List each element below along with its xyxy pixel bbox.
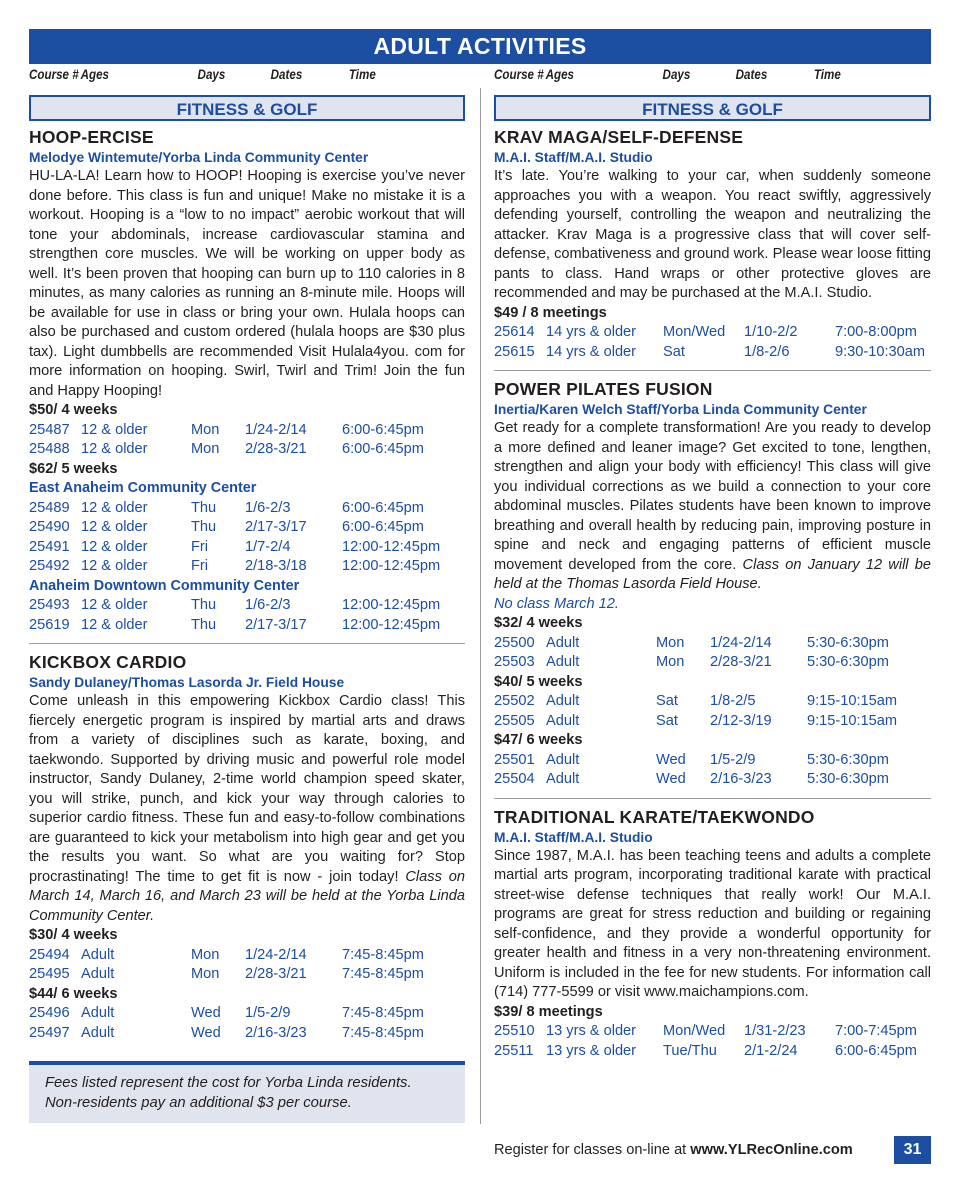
col-dates: Dates	[270, 67, 303, 82]
cell-dates: 2/1-2/24	[744, 1042, 798, 1059]
cell-dates: 2/16-3/23	[245, 1024, 307, 1041]
table-row	[494, 692, 931, 712]
cell-ages: Adult	[546, 771, 580, 787]
course-location: East Anaheim Community Center	[29, 480, 257, 496]
col-course: Course #	[494, 67, 544, 82]
cell-days: Tue/Thu	[663, 1042, 717, 1059]
cell-course: 25497	[29, 1024, 70, 1041]
cell-ages: 12 & older	[81, 538, 148, 555]
course-instructor: Melodye Wintemute/Yorba Linda Community Center	[29, 150, 369, 165]
cell-time: 6:00-6:45pm	[835, 1042, 917, 1059]
cell-time: 12:00-12:45pm	[342, 538, 441, 555]
cell-ages: Adult	[81, 1005, 115, 1021]
cell-days: Sat	[656, 712, 678, 729]
cell-days: Mon	[191, 441, 220, 457]
column-headers-right	[494, 67, 870, 85]
course-price: $50/ 4 weeks	[29, 402, 118, 418]
cell-time: 7:45-8:45pm	[342, 946, 424, 963]
column-headers-left	[29, 67, 404, 85]
cell-dates: 2/16-3/23	[710, 771, 772, 787]
table-row	[29, 499, 465, 519]
col-days: Days	[197, 67, 226, 82]
cell-ages: 12 & older	[81, 519, 148, 535]
cell-course: 25502	[494, 693, 535, 709]
course-title: KICKBOX CARDIO	[29, 652, 187, 672]
cell-days: Thu	[191, 519, 217, 535]
cell-course: 25495	[29, 966, 70, 982]
cell-days: Thu	[191, 597, 217, 613]
course-power-pilates	[494, 379, 931, 799]
table-row	[494, 751, 931, 771]
cell-ages: 14 yrs & older	[546, 343, 637, 360]
table-row	[29, 616, 465, 636]
cell-time: 9:30-10:30am	[835, 343, 926, 360]
cell-dates: 2/28-3/21	[245, 966, 307, 982]
cell-time: 7:45-8:45pm	[342, 1005, 424, 1021]
cell-days: Thu	[191, 499, 217, 516]
cell-time: 12:00-12:45pm	[342, 597, 441, 613]
cell-ages: Adult	[546, 693, 580, 709]
cell-time: 12:00-12:45pm	[342, 616, 441, 633]
cell-days: Mon	[191, 966, 220, 982]
cell-dates: 1/5-2/9	[710, 751, 756, 768]
course-traditional-karate	[494, 807, 931, 1062]
cell-time: 9:15-10:15am	[807, 712, 898, 729]
course-price: $47/ 6 weeks	[494, 732, 583, 748]
cell-dates: 1/5-2/9	[245, 1005, 291, 1021]
schedule-table	[29, 1004, 465, 1043]
cell-course: 25487	[29, 421, 70, 438]
cell-ages: Adult	[81, 946, 115, 963]
section-divider	[494, 370, 931, 371]
cell-dates: 1/8-2/5	[710, 693, 756, 709]
table-row	[494, 770, 931, 790]
cell-course: 25488	[29, 441, 70, 457]
table-row	[494, 653, 931, 673]
course-instructor: M.A.I. Staff/M.A.I. Studio	[494, 829, 653, 845]
cell-time: 6:00-6:45pm	[342, 421, 424, 438]
cell-course: 25614	[494, 324, 535, 340]
cell-time: 6:00-6:45pm	[342, 441, 424, 457]
page-number: 31	[894, 1136, 931, 1164]
table-row	[29, 538, 465, 558]
cell-ages: Adult	[546, 712, 580, 729]
course-note-blue: No class March 12.	[494, 595, 619, 612]
col-dates: Dates	[735, 67, 768, 82]
course-description: HU-LA-LA! Learn how to HOOP! Hooping is exercise you’ve never done before. This class is fun and unique! Make no mistake it is a workout. Hooping is a “low to no impact” aerobic workout that will tone your abdominals, increase cardiovascular stamina and strengthen core muscles. We will be working on upper body as well. It’s been proven that hooping can burn up to 110 calories in 8 minutes, as many calories as running an 8-minute mile. Hoops will be available for use in class or bring your own. Hulala hoops can also be purchased and custom ordered (hulala hoops are $30 plus tax). Light dumbbells are recommended Visit Hulala4you. com for more information on hooping. Swirl, Twirl and Trim! Join the fun and Happy Hooping!	[29, 168, 465, 399]
cell-time: 7:45-8:45pm	[342, 1024, 424, 1041]
fees-note	[29, 1061, 465, 1123]
course-price: $40/ 5 weeks	[494, 673, 583, 690]
course-note: Class on March 14, March 16, and March 23 will be held at the Yorba Linda Community Center.	[29, 868, 465, 924]
schedule-table	[494, 323, 931, 362]
course-description: Get ready for a complete transformation! Are you ready to develop a more defined and leaner image? Get excited to tone, lengthen, strengthen and align your body with efficiency! This class will give you individual corrections as we build a connection to your core abdominal muscles. Pilates students have been known to improve breathing and overall health by reducing pain, improving posture in spine and neck and engaging patterns of efficient muscle movement developed from the core. Class on January 12 will be held at the Thomas Lasorda Field House.	[494, 420, 932, 592]
cell-days: Sat	[663, 343, 685, 360]
course-price: $32/ 4 weeks	[494, 615, 583, 631]
cell-course: 25490	[29, 519, 70, 535]
col-time: Time	[348, 67, 376, 82]
cell-ages: 12 & older	[81, 558, 148, 574]
schedule-table	[494, 751, 931, 790]
cell-course: 25503	[494, 654, 535, 670]
cell-dates: 1/8-2/6	[744, 343, 790, 360]
column-divider	[480, 88, 481, 1124]
schedule-table	[29, 421, 465, 460]
register-text: Register for classes on-line at	[494, 1142, 691, 1158]
left-column	[29, 95, 465, 1043]
cell-course: 25500	[494, 634, 535, 651]
schedule-table	[494, 1022, 931, 1061]
course-title: HOOP-ERCISE	[29, 127, 154, 147]
schedule-table	[494, 634, 931, 673]
col-time: Time	[813, 67, 841, 82]
cell-course: 25494	[29, 946, 70, 963]
section-divider	[494, 798, 931, 799]
course-instructor: Sandy Dulaney/Thomas Lasorda Jr. Field House	[29, 675, 345, 690]
course-title: POWER PILATES FUSION	[494, 379, 713, 399]
cell-course: 25492	[29, 558, 70, 574]
cell-ages: 13 yrs & older	[546, 1042, 637, 1059]
course-note: Class on January 12 will be held at the Thomas Lasorda Field House.	[494, 556, 932, 592]
course-description: Since 1987, M.A.I. has been teaching teens and adults a complete martial arts program, incorporating traditional karate with practical street-wise defense techniques that really work! Our M.A.I. programs are great for stress reduction and building or regaining self-confidence, and they provide a wonderful opportunity for greater health and fitness in a very non-threatening environment. Uniform is included in the fee for new students. For information call (714) 777-5599 or visit www.maichampions.com.	[494, 847, 931, 1000]
table-row	[494, 1042, 931, 1062]
course-price: $49 / 8 meetings	[494, 304, 607, 321]
cell-time: 6:00-6:45pm	[342, 499, 424, 516]
cell-days: Mon	[191, 946, 220, 963]
table-row	[29, 965, 465, 985]
cell-dates: 1/24-2/14	[245, 946, 307, 963]
schedule-table	[29, 499, 465, 577]
course-kickbox-cardio	[29, 652, 465, 1043]
table-row	[494, 1022, 931, 1042]
cell-days: Fri	[191, 558, 209, 574]
cell-ages: Adult	[546, 654, 580, 670]
course-hoop-ercise	[29, 127, 465, 644]
cell-dates: 1/31-2/23	[744, 1023, 806, 1039]
cell-time: 5:30-6:30pm	[807, 751, 889, 768]
cell-ages: Adult	[546, 634, 580, 651]
schedule-table	[29, 946, 465, 985]
cell-ages: Adult	[81, 966, 115, 982]
table-row	[494, 712, 931, 732]
fees-line-2: Non-residents pay an additional $3 per course.	[45, 1095, 352, 1111]
cell-days: Mon	[191, 421, 220, 438]
course-title: TRADITIONAL KARATE/TAEKWONDO	[494, 806, 815, 827]
cell-dates: 2/17-3/17	[245, 519, 307, 535]
cell-course: 25491	[29, 538, 70, 555]
cell-days: Thu	[191, 616, 217, 633]
col-course: Course #	[29, 67, 79, 82]
cell-days: Mon	[656, 634, 685, 651]
col-days: Days	[662, 67, 691, 82]
cell-time: 6:00-6:45pm	[342, 519, 424, 535]
course-price: $39/ 8 meetings	[494, 1003, 603, 1020]
col-ages: Ages	[80, 67, 109, 82]
cell-course: 25510	[494, 1023, 535, 1039]
section-divider	[29, 643, 465, 644]
section-bar: FITNESS & GOLF	[494, 95, 931, 121]
cell-dates: 2/17-3/17	[245, 616, 307, 633]
table-row	[29, 518, 465, 538]
table-row	[494, 323, 931, 343]
cell-dates: 1/24-2/14	[710, 634, 772, 651]
cell-days: Wed	[656, 751, 686, 768]
cell-ages: 12 & older	[81, 499, 148, 516]
course-instructor: Inertia/Karen Welch Staff/Yorba Linda Community Center	[494, 402, 867, 417]
cell-dates: 1/7-2/4	[245, 538, 291, 555]
page-title: ADULT ACTIVITIES	[29, 29, 931, 64]
table-row	[29, 1004, 465, 1024]
course-krav-maga	[494, 127, 931, 371]
register-footer	[494, 1140, 853, 1160]
course-description: It’s late. You’re walking to your car, when suddenly someone approaches you with a weapon. You react swiftly, aggressively defending yourself, controlling the weapon and neutralizing the attacker. Krav Maga is a progressive class that will cover self-defense, combativeness and ground work. Please wear loose fitting pants to class. Hand wraps or other protective gloves are recommended and may be purchased at the M.A.I. Studio.	[494, 168, 931, 301]
cell-ages: 12 & older	[81, 441, 148, 457]
cell-ages: Adult	[546, 751, 580, 768]
table-row	[29, 421, 465, 441]
cell-ages: 12 & older	[81, 421, 148, 438]
cell-course: 25619	[29, 616, 70, 633]
cell-dates: 1/6-2/3	[245, 597, 291, 613]
cell-course: 25505	[494, 712, 535, 729]
cell-days: Mon	[656, 654, 685, 670]
cell-ages: 13 yrs & older	[546, 1023, 637, 1039]
cell-days: Wed	[191, 1024, 221, 1041]
right-column	[494, 95, 931, 1061]
cell-course: 25489	[29, 499, 70, 516]
course-instructor: M.A.I. Staff/M.A.I. Studio	[494, 150, 653, 165]
cell-course: 25615	[494, 343, 535, 360]
cell-time: 5:30-6:30pm	[807, 634, 889, 651]
cell-days: Wed	[656, 771, 686, 787]
cell-ages: Adult	[81, 1024, 115, 1041]
table-row	[29, 440, 465, 460]
cell-course: 25493	[29, 597, 70, 613]
fees-line-1: Fees listed represent the cost for Yorba Linda residents.	[45, 1075, 412, 1091]
col-ages: Ages	[545, 67, 574, 82]
cell-ages: 12 & older	[81, 597, 148, 613]
cell-course: 25496	[29, 1005, 70, 1021]
cell-days: Fri	[191, 538, 209, 555]
cell-time: 9:15-10:15am	[807, 693, 898, 709]
schedule-table	[494, 692, 931, 731]
cell-dates: 1/6-2/3	[245, 499, 291, 516]
course-title: KRAV MAGA/SELF-DEFENSE	[494, 127, 744, 147]
table-row	[494, 634, 931, 654]
table-row	[494, 343, 931, 363]
cell-ages: 12 & older	[81, 616, 148, 633]
table-row	[29, 946, 465, 966]
cell-dates: 1/10-2/2	[744, 324, 798, 340]
cell-time: 7:00-8:00pm	[835, 324, 917, 340]
cell-time: 12:00-12:45pm	[342, 558, 441, 574]
table-row	[29, 1024, 465, 1044]
course-price: $44/ 6 weeks	[29, 985, 118, 1002]
course-price: $62/ 5 weeks	[29, 460, 118, 477]
table-row	[29, 596, 465, 616]
course-price: $30/ 4 weeks	[29, 927, 118, 943]
cell-dates: 2/28-3/21	[245, 441, 307, 457]
cell-days: Sat	[656, 693, 678, 709]
course-location: Anaheim Downtown Community Center	[29, 577, 300, 594]
cell-dates: 1/24-2/14	[245, 421, 307, 438]
cell-days: Mon/Wed	[663, 324, 726, 340]
cell-time: 7:45-8:45pm	[342, 966, 424, 982]
cell-ages: 14 yrs & older	[546, 324, 637, 340]
cell-days: Wed	[191, 1005, 221, 1021]
cell-course: 25504	[494, 771, 535, 787]
cell-time: 5:30-6:30pm	[807, 771, 889, 787]
cell-time: 5:30-6:30pm	[807, 654, 889, 670]
table-row	[29, 557, 465, 577]
cell-days: Mon/Wed	[663, 1023, 726, 1039]
cell-dates: 2/18-3/18	[245, 558, 307, 574]
course-description: Come unleash in this empowering Kickbox Cardio class! This fiercely energetic program is inspired by martial arts and draws from a variety of disciplines such as karate, boxing, and taekwondo. Supported by driving music and powerful role model instructor, Sandy Dulaney, 2-time world champion speed skater, you will strike, punch, and kick your way through calories to superior cardio fitness. These fun and easy-to-follow combinations are guaranteed to kick your metabolism into high gear and get you the results you want. So what are you waiting for? Stop procrastinating! The time to get fit is now - join today! Class on March 14, March 16, and March 23 will be held at the Yorba Linda Community Center.	[29, 693, 465, 924]
schedule-table	[29, 596, 465, 635]
cell-dates: 2/12-3/19	[710, 712, 772, 729]
cell-dates: 2/28-3/21	[710, 654, 772, 670]
cell-course: 25501	[494, 751, 535, 768]
section-bar: FITNESS & GOLF	[29, 95, 465, 121]
cell-course: 25511	[494, 1042, 534, 1059]
cell-time: 7:00-7:45pm	[835, 1023, 917, 1039]
register-link[interactable]: www.YLRecOnline.com	[690, 1142, 853, 1158]
